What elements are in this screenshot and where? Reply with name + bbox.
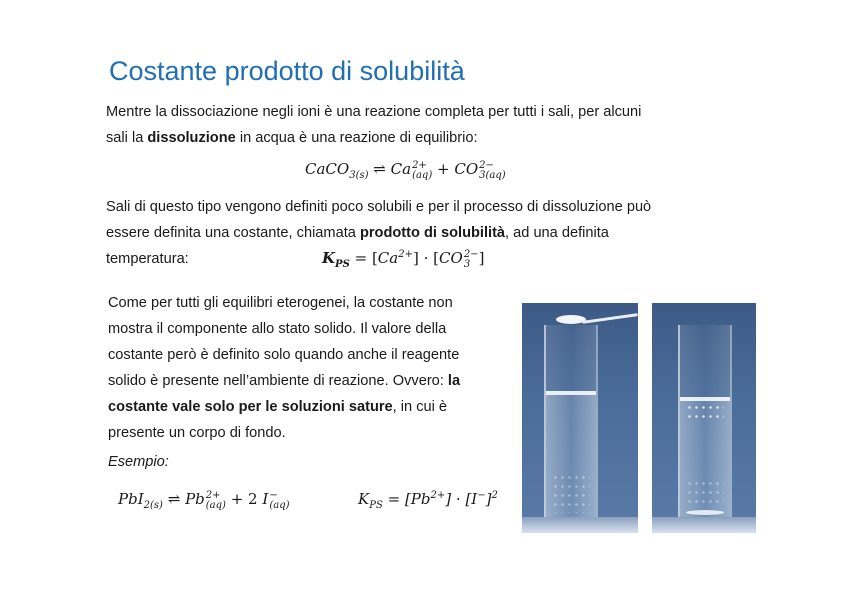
kps-subscript-2: PS <box>369 500 383 511</box>
eq1-plus: + <box>437 160 450 178</box>
suspended-solid <box>686 479 724 509</box>
eq3-product-2: I <box>262 490 269 508</box>
definition-line-2 <box>106 220 651 246</box>
eq2-co: CO <box>439 249 463 267</box>
intro-line-2-end: in acqua è una reazione di equilibrio: <box>235 130 478 146</box>
het-line-5 <box>108 394 460 420</box>
eq1-p2-charge: 2− <box>479 160 494 171</box>
slide-title: Costante prodotto di solubilità <box>109 56 465 86</box>
eq4-pb: [Pb <box>404 490 431 508</box>
caco3-equation <box>305 160 506 181</box>
eq4-equals: = <box>387 490 401 508</box>
eq1-p2-state: 3(aq) <box>479 170 506 181</box>
eq4-pb-charge: 2+ <box>430 490 446 501</box>
crystals-top <box>686 403 724 421</box>
equilibrium-arrow: ⇌ <box>373 160 386 178</box>
eq1-p1-charge: 2+ <box>412 160 427 171</box>
meniscus-left <box>546 391 596 395</box>
eq4-bracket-close-2: ] <box>485 490 492 508</box>
liquid-left <box>546 391 596 517</box>
test-tube-photo-saturated <box>652 303 756 533</box>
eq2-dot: · <box>423 249 429 267</box>
test-tube-right <box>678 325 732 517</box>
definition-line-1: Sali di questo tipo vengono definiti poco solubili e per il processo di dissoluzione può <box>106 199 652 215</box>
equilibrium-arrow-2: ⇌ <box>167 490 181 508</box>
eq3-p2-state: (aq) <box>269 500 290 511</box>
eq3-p1-charge: 2+ <box>205 490 221 501</box>
eq4-dot: · <box>455 490 461 508</box>
eq2-bracket-2-close: ] <box>478 249 485 267</box>
precipitate-bottom <box>686 510 724 515</box>
eq1-product-1: Ca <box>390 160 412 178</box>
het-line-2: mostra il componente allo stato solido. Il valore della <box>108 321 447 337</box>
kps-caco3-expression <box>322 249 484 270</box>
kps-symbol: K <box>322 249 336 267</box>
het-line-3: costante però è definito solo quando anche il reagente <box>108 347 460 363</box>
eq3-p1-state: (aq) <box>205 500 226 511</box>
definition-line-2-end: , ad una definita <box>505 225 609 241</box>
definition-line-2-text: essere definita una costante, chiamata <box>106 225 360 241</box>
eq4-exponent: 2 <box>491 490 498 501</box>
bold-prodotto-di-solubilita: prodotto di solubilità <box>359 225 506 241</box>
heterogeneous-paragraph <box>108 290 460 446</box>
eq4-iodide-charge: − <box>477 490 486 501</box>
tube-base-right <box>652 517 756 533</box>
intro-line-1: Mentre la dissociazione negli ioni è una reazione completa per tutti i sali, per alcuni <box>106 104 642 120</box>
het-line-6: presente un corpo di fondo. <box>108 425 286 441</box>
intro-bold-dissoluzione: dissoluzione <box>147 130 236 146</box>
eq1-reactant-sub: 3(s) <box>349 170 369 181</box>
definition-line-3: temperatura: <box>106 251 189 267</box>
tube-base-left <box>522 517 638 533</box>
spoon-handle <box>582 313 638 324</box>
het-line-5-text: , in cui è <box>392 399 448 415</box>
liquid-right <box>680 397 730 517</box>
eq3-product-1: Pb <box>185 490 205 508</box>
kps-subscript: PS <box>335 259 350 270</box>
meniscus-right <box>680 397 730 401</box>
example-label: Esempio: <box>108 454 169 470</box>
het-line-1: Come per tutti gli equilibri eterogenei, la costante non <box>108 295 453 311</box>
kps-symbol-2: K <box>358 490 370 508</box>
intro-paragraph <box>106 99 641 151</box>
intro-line-2 <box>106 125 641 151</box>
het-line-4 <box>108 368 460 394</box>
kps-pbi2-expression <box>358 490 498 511</box>
eq3-plus-2: + 2 <box>230 490 258 508</box>
intro-line-2-text: sali la <box>106 130 148 146</box>
eq4-bracket-close: ] <box>445 490 452 508</box>
test-tube-left <box>544 325 598 517</box>
eq3-reactant: PbI <box>118 490 144 508</box>
pbi2-equation <box>118 490 290 511</box>
eq1-reactant: CaCO <box>305 160 350 178</box>
eq2-co3-sub: 3 <box>463 259 471 270</box>
eq3-p2-charge: − <box>269 490 278 501</box>
eq2-co3-charge: 2− <box>463 249 479 260</box>
eq2-ca-charge: 2+ <box>398 249 413 260</box>
eq2-bracket: [ <box>371 249 378 267</box>
eq1-product-2: CO <box>454 160 479 178</box>
eq2-ca: Ca <box>377 249 399 267</box>
het-line-4-text: solido è presente nell’ambiente di reazione. Ovvero: <box>108 373 448 389</box>
eq2-bracket-close: ] <box>412 249 419 267</box>
eq2-equals: = <box>354 249 368 267</box>
eq1-p1-state: (aq) <box>412 170 433 181</box>
eq4-iodide: [I <box>465 490 478 508</box>
eq2-bracket-2: [ <box>433 249 440 267</box>
test-tube-photo-dissolving <box>522 303 638 533</box>
particles-left <box>552 473 590 513</box>
eq3-reactant-sub: 2(s) <box>143 500 163 511</box>
het-line-5-bold: costante vale solo per le soluzioni sature <box>108 399 393 415</box>
het-line-4-bold: la <box>447 373 461 389</box>
